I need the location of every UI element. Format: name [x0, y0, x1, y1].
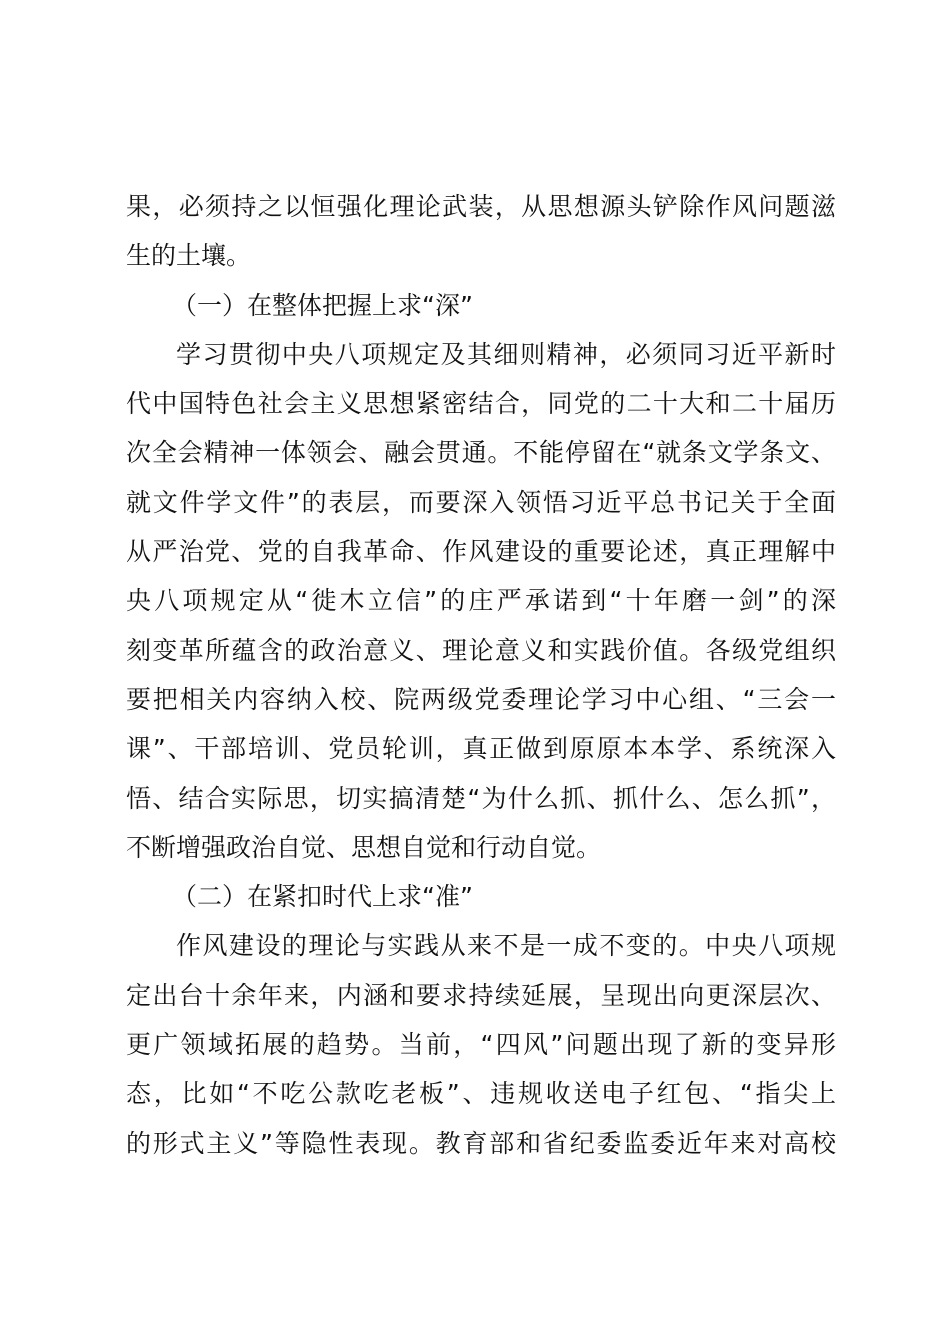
paragraph-line-6: 就文件学文件”的表层，而要深入领悟习近平总书记关于全面: [126, 487, 836, 517]
paragraph-line-11: 课”、干部培训、党员轮训，真正做到原原本本学、系统深入: [126, 734, 836, 764]
paragraph-line-4: 代中国特色社会主义思想紧密结合，同党的二十大和二十届历: [126, 389, 836, 419]
paragraph-line-7: 从严治党、党的自我革命、作风建设的重要论述，真正理解中: [126, 537, 836, 567]
paragraph-line-16: 更广领域拓展的趋势。当前，“四风”问题出现了新的变异形: [126, 1030, 836, 1060]
paragraph-line-10: 要把相关内容纳入校、院两级党委理论学习中心组、“三会一: [126, 684, 836, 714]
paragraph-line-18: 的形式主义”等隐性表现。教育部和省纪委监委近年来对高校: [126, 1128, 836, 1158]
paragraph-line-2: 生的土壤。: [126, 241, 252, 271]
paragraph-line-9: 刻变革所蕴含的政治意义、理论意义和实践价值。各级党组织: [126, 635, 836, 665]
paragraph-line-12: 悟、结合实际思，切实搞清楚“为什么抓、抓什么、怎么抓”，: [126, 783, 836, 813]
paragraph-line-1: 果，必须持之以恒强化理论武装，从思想源头铲除作风问题滋: [126, 192, 836, 221]
paragraph-line-3: 学习贯彻中央八项规定及其细则精神，必须同习近平新时: [176, 339, 836, 369]
paragraph-line-8: 央八项规定从“徙木立信”的庄严承诺到“十年磨一剑”的深: [126, 586, 836, 616]
section-heading-1: （一）在整体把握上求“深”: [172, 290, 473, 320]
paragraph-line-13: 不断增强政治自觉、思想自觉和行动自觉。: [126, 832, 602, 862]
paragraph-line-15: 定出台十余年来，内涵和要求持续延展，呈现出向更深层次、: [126, 980, 836, 1010]
paragraph-line-14: 作风建设的理论与实践从来不是一成不变的。中央八项规: [176, 931, 836, 961]
section-heading-2: （二）在紧扣时代上求“准”: [172, 882, 473, 912]
paragraph-line-5: 次全会精神一体领会、融会贯通。不能停留在“就条文学条文、: [126, 438, 836, 468]
paragraph-line-17: 态，比如“不吃公款吃老板”、违规收送电子红包、“指尖上: [126, 1079, 836, 1109]
body-text: [126, 182, 836, 1168]
